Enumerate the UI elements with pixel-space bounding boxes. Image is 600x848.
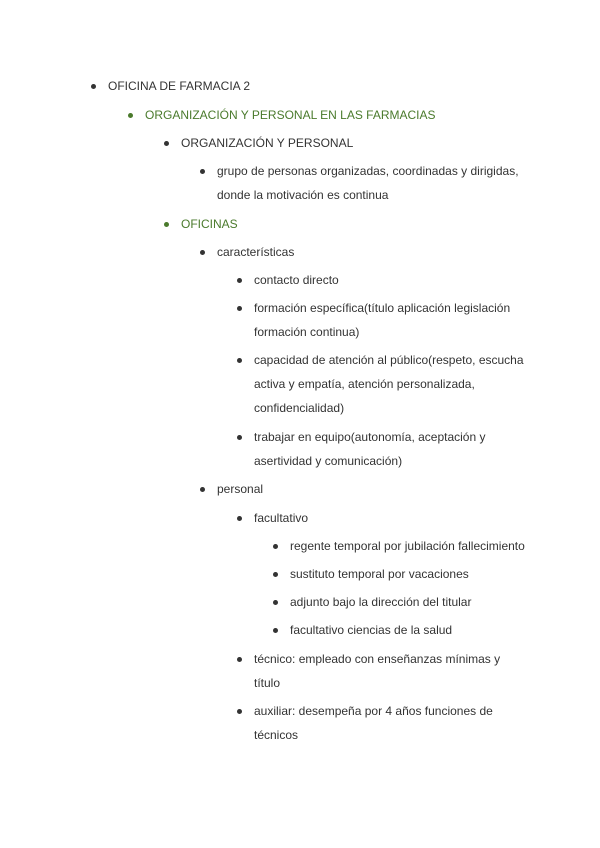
bullet-icon	[237, 358, 242, 363]
item-text: facultativo	[254, 511, 309, 525]
item-text: OFICINAS	[181, 217, 238, 231]
item-text-line: asertividad y comunicación)	[254, 454, 403, 468]
list-item-trabajar-en-equipo	[254, 425, 486, 473]
item-text: adjunto bajo la dirección del titular	[290, 595, 472, 609]
item-text-line: activa y empatía, atención personalizada,	[254, 377, 475, 391]
list-item-personal	[217, 477, 263, 501]
list-item-formacion-especifica	[254, 296, 510, 344]
bullet-icon	[237, 516, 242, 521]
bullet-icon	[91, 84, 96, 89]
item-text-line: trabajar en equipo(autonomía, aceptación y	[254, 430, 486, 444]
bullet-icon	[164, 141, 169, 146]
item-text: características	[217, 245, 295, 259]
list-item-contacto-directo	[254, 268, 339, 292]
bullet-icon	[273, 544, 278, 549]
item-text: sustituto temporal por vacaciones	[290, 567, 469, 581]
bullet-icon	[200, 250, 205, 255]
bullet-icon	[237, 306, 242, 311]
list-item-facultativo	[254, 506, 308, 530]
list-item-adjunto	[290, 590, 471, 614]
bullet-icon	[128, 113, 133, 118]
list-item-auxiliar	[254, 699, 493, 747]
list-item-capacidad-atencion	[254, 348, 524, 420]
item-text: regente temporal por jubilación fallecimiento	[290, 539, 525, 553]
item-text-line: capacidad de atención al público(respeto, escucha	[254, 353, 524, 367]
item-text-line: técnicos	[254, 728, 299, 742]
bullet-icon	[273, 600, 278, 605]
item-text-line: técnico: empleado con enseñanzas mínimas y	[254, 652, 501, 666]
bullet-icon	[164, 222, 169, 227]
item-text: OFICINA DE FARMACIA 2	[108, 79, 251, 93]
list-item-organizacion-personal-farmacias	[145, 103, 436, 127]
item-text-line: auxiliar: desempeña por 4 años funciones de	[254, 704, 493, 718]
bullet-icon	[237, 657, 242, 662]
list-item-grupo-de-personas	[217, 159, 519, 207]
list-item-sustituto-temporal	[290, 562, 469, 586]
item-text-line: grupo de personas organizadas, coordinadas y dirigidas,	[217, 164, 519, 178]
bullet-icon	[200, 487, 205, 492]
item-text-line: formación continua)	[254, 325, 360, 339]
item-text-line: formación específica(título aplicación legislación	[254, 301, 511, 315]
list-item-caracteristicas	[217, 240, 294, 264]
item-text: ORGANIZACIÓN Y PERSONAL	[181, 136, 354, 150]
list-item-regente-temporal	[290, 534, 525, 558]
item-text-line: título	[254, 676, 281, 690]
bullet-icon	[237, 709, 242, 714]
bullet-icon	[200, 169, 205, 174]
item-text: contacto directo	[254, 273, 339, 287]
bullet-icon	[273, 628, 278, 633]
item-text: personal	[217, 482, 264, 496]
item-text-line: donde la motivación es continua	[217, 188, 389, 202]
item-text-line: confidencialidad)	[254, 401, 345, 415]
bullet-icon	[273, 572, 278, 577]
list-item-facultativo-ciencias	[290, 618, 452, 642]
list-item-organizacion-personal	[181, 131, 353, 155]
bullet-icon	[237, 435, 242, 440]
list-item-oficina-de-farmacia	[108, 74, 250, 98]
list-item-oficinas	[181, 212, 238, 236]
item-text: facultativo ciencias de la salud	[290, 623, 453, 637]
item-text: ORGANIZACIÓN Y PERSONAL EN LAS FARMACIAS	[145, 108, 436, 122]
list-item-tecnico	[254, 647, 500, 695]
bullet-icon	[237, 278, 242, 283]
